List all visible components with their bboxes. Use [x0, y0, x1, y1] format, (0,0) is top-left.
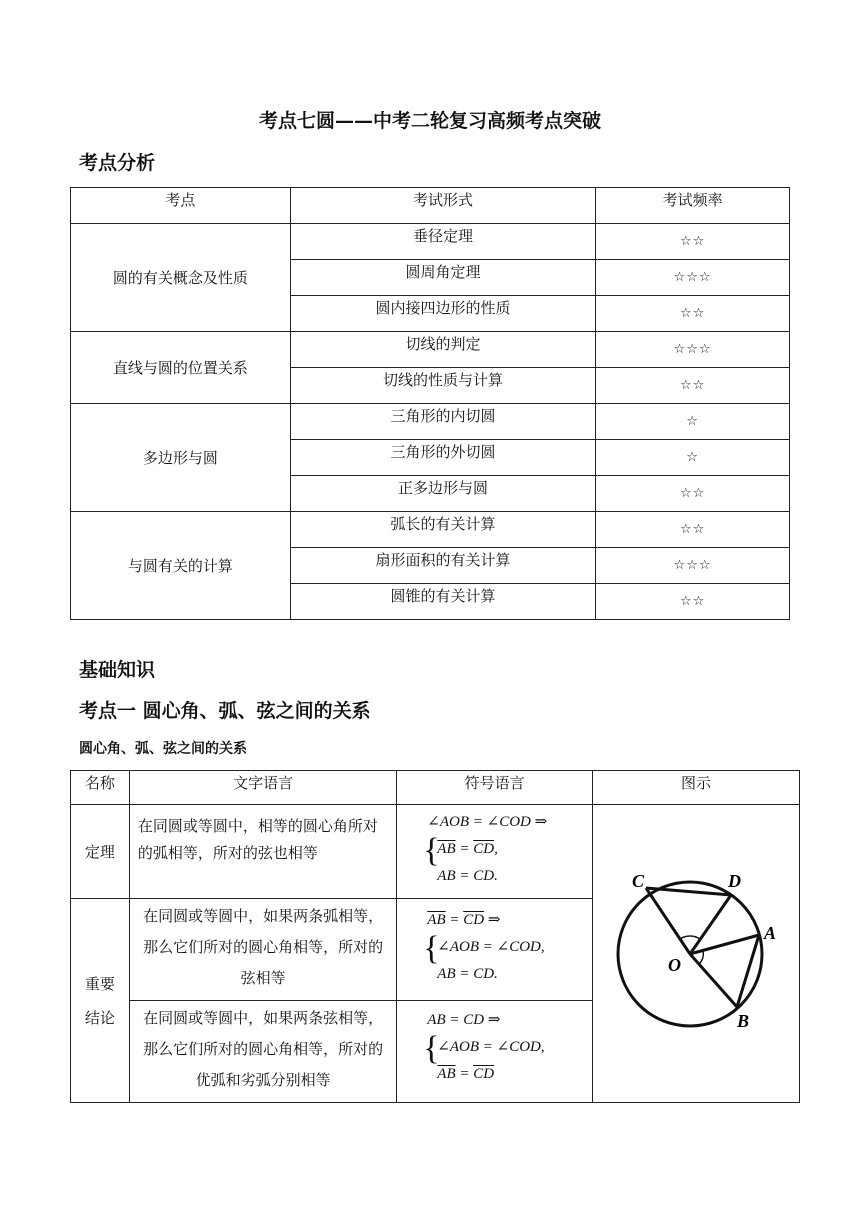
c2-line1: AB = CD ⇒	[427, 1012, 501, 1028]
topic-cell: 直线与圆的位置关系	[71, 332, 291, 404]
form-cell: 弧长的有关计算	[290, 512, 596, 548]
conclusion-name-line1: 重要	[84, 974, 115, 993]
header-cell: 符号语言	[397, 771, 593, 805]
analysis-heading: 考点分析	[79, 152, 156, 174]
freq-cell: ☆☆	[596, 224, 790, 260]
conclusion-symbol-cell	[397, 1001, 593, 1103]
form-cell: 切线的性质与计算	[290, 368, 596, 404]
form-cell: 三角形的内切圆	[290, 404, 596, 440]
radius-oc	[646, 888, 690, 954]
brace-icon: {	[423, 1030, 440, 1067]
label-a: A	[763, 922, 776, 943]
theorem-sym-line3: AB = CD.	[437, 868, 498, 884]
table-row	[71, 512, 790, 548]
theorem-row	[71, 805, 800, 899]
point1-heading: 考点一 圆心角、弧、弦之间的关系	[79, 700, 371, 722]
freq-cell: ☆☆	[596, 368, 790, 404]
label-b: B	[736, 1010, 749, 1031]
subheading: 圆心角、弧、弦之间的关系	[79, 741, 247, 757]
freq-cell: ☆☆	[596, 512, 790, 548]
topic-cell: 圆的有关概念及性质	[71, 224, 291, 332]
header-cell: 名称	[71, 771, 130, 805]
radius-ob	[690, 954, 737, 1007]
basics-heading: 基础知识	[79, 659, 156, 681]
table-row	[71, 332, 790, 368]
conclusion-text-cell	[129, 1001, 396, 1103]
freq-cell: ☆☆	[596, 476, 790, 512]
freq-cell: ☆	[596, 440, 790, 476]
freq-cell: ☆	[596, 404, 790, 440]
header-cell: 文字语言	[129, 771, 396, 805]
freq-cell: ☆☆☆	[596, 332, 790, 368]
conclusion-text-2: 在同圆或等圆中，如果两条弦相等，那么它们所对的圆心角相等，所对的优弧和劣弧分别相等	[143, 1009, 384, 1089]
conclusion-name	[71, 899, 130, 1103]
form-cell: 圆锥的有关计算	[290, 584, 596, 620]
analysis-table	[70, 187, 790, 620]
form-cell: 切线的判定	[290, 332, 596, 368]
freq-cell: ☆☆	[596, 584, 790, 620]
form-cell: 三角形的外切圆	[290, 440, 596, 476]
c1-line3: AB = CD.	[437, 966, 498, 982]
table-row	[71, 224, 790, 260]
freq-cell: ☆☆☆	[596, 548, 790, 584]
form-cell: 正多边形与圆	[290, 476, 596, 512]
table-header-row	[71, 188, 790, 224]
c2-line3: $\overline{AB} = \overline{CD}$	[437, 1066, 495, 1082]
table-row	[71, 404, 790, 440]
label-c: C	[631, 870, 644, 891]
label-d: D	[727, 870, 741, 891]
conclusion-text-1: 在同圆或等圆中，如果两条弧相等，那么它们所对的圆心角相等，所对的弦相等	[143, 907, 384, 987]
theorem-symbol-cell	[397, 805, 593, 899]
brace-icon: {	[423, 930, 440, 967]
form-cell: 圆内接四边形的性质	[290, 296, 596, 332]
circle-diagram	[596, 867, 796, 1037]
conclusion-text-cell	[129, 899, 396, 1001]
theorem-name: 定理	[71, 805, 130, 899]
page-title: 考点七圆——中考二轮复习高频考点突破	[258, 110, 601, 132]
header-cell: 图示	[592, 771, 799, 805]
theorem-text: 在同圆或等圆中，相等的圆心角所对的弧相等，所对的弦也相等	[137, 817, 378, 862]
conclusion-name-line2: 结论	[84, 1008, 115, 1027]
form-cell: 垂径定理	[290, 224, 596, 260]
form-cell: 圆周角定理	[290, 260, 596, 296]
theorem-sym-line2: $\overline{AB} = \overline{CD}$,	[437, 841, 498, 857]
relation-table	[70, 770, 800, 1103]
c1-line1: $\overline{AB} = \overline{CD}$ ⇒	[427, 912, 501, 928]
table-header-row	[71, 771, 800, 805]
diagram-cell	[592, 805, 799, 1103]
topic-cell: 多边形与圆	[71, 404, 291, 512]
angle-aob-mark	[699, 951, 703, 964]
freq-cell: ☆☆☆	[596, 260, 790, 296]
header-cell: 考试频率	[596, 188, 790, 224]
brace-icon: {	[423, 832, 440, 869]
c1-line2: ∠AOB = ∠COD,	[437, 939, 545, 955]
c2-line2: ∠AOB = ∠COD,	[437, 1039, 545, 1055]
topic-cell: 与圆有关的计算	[71, 512, 291, 620]
conclusion-symbol-cell	[397, 899, 593, 1001]
theorem-text-cell	[129, 805, 396, 899]
label-o: O	[667, 954, 681, 975]
freq-cell: ☆☆	[596, 296, 790, 332]
header-cell: 考试形式	[290, 188, 596, 224]
angle-cod-mark	[680, 935, 700, 938]
header-cell: 考点	[71, 188, 291, 224]
theorem-sym-line1: ∠AOB = ∠COD ⇒	[427, 814, 548, 830]
form-cell: 扇形面积的有关计算	[290, 548, 596, 584]
